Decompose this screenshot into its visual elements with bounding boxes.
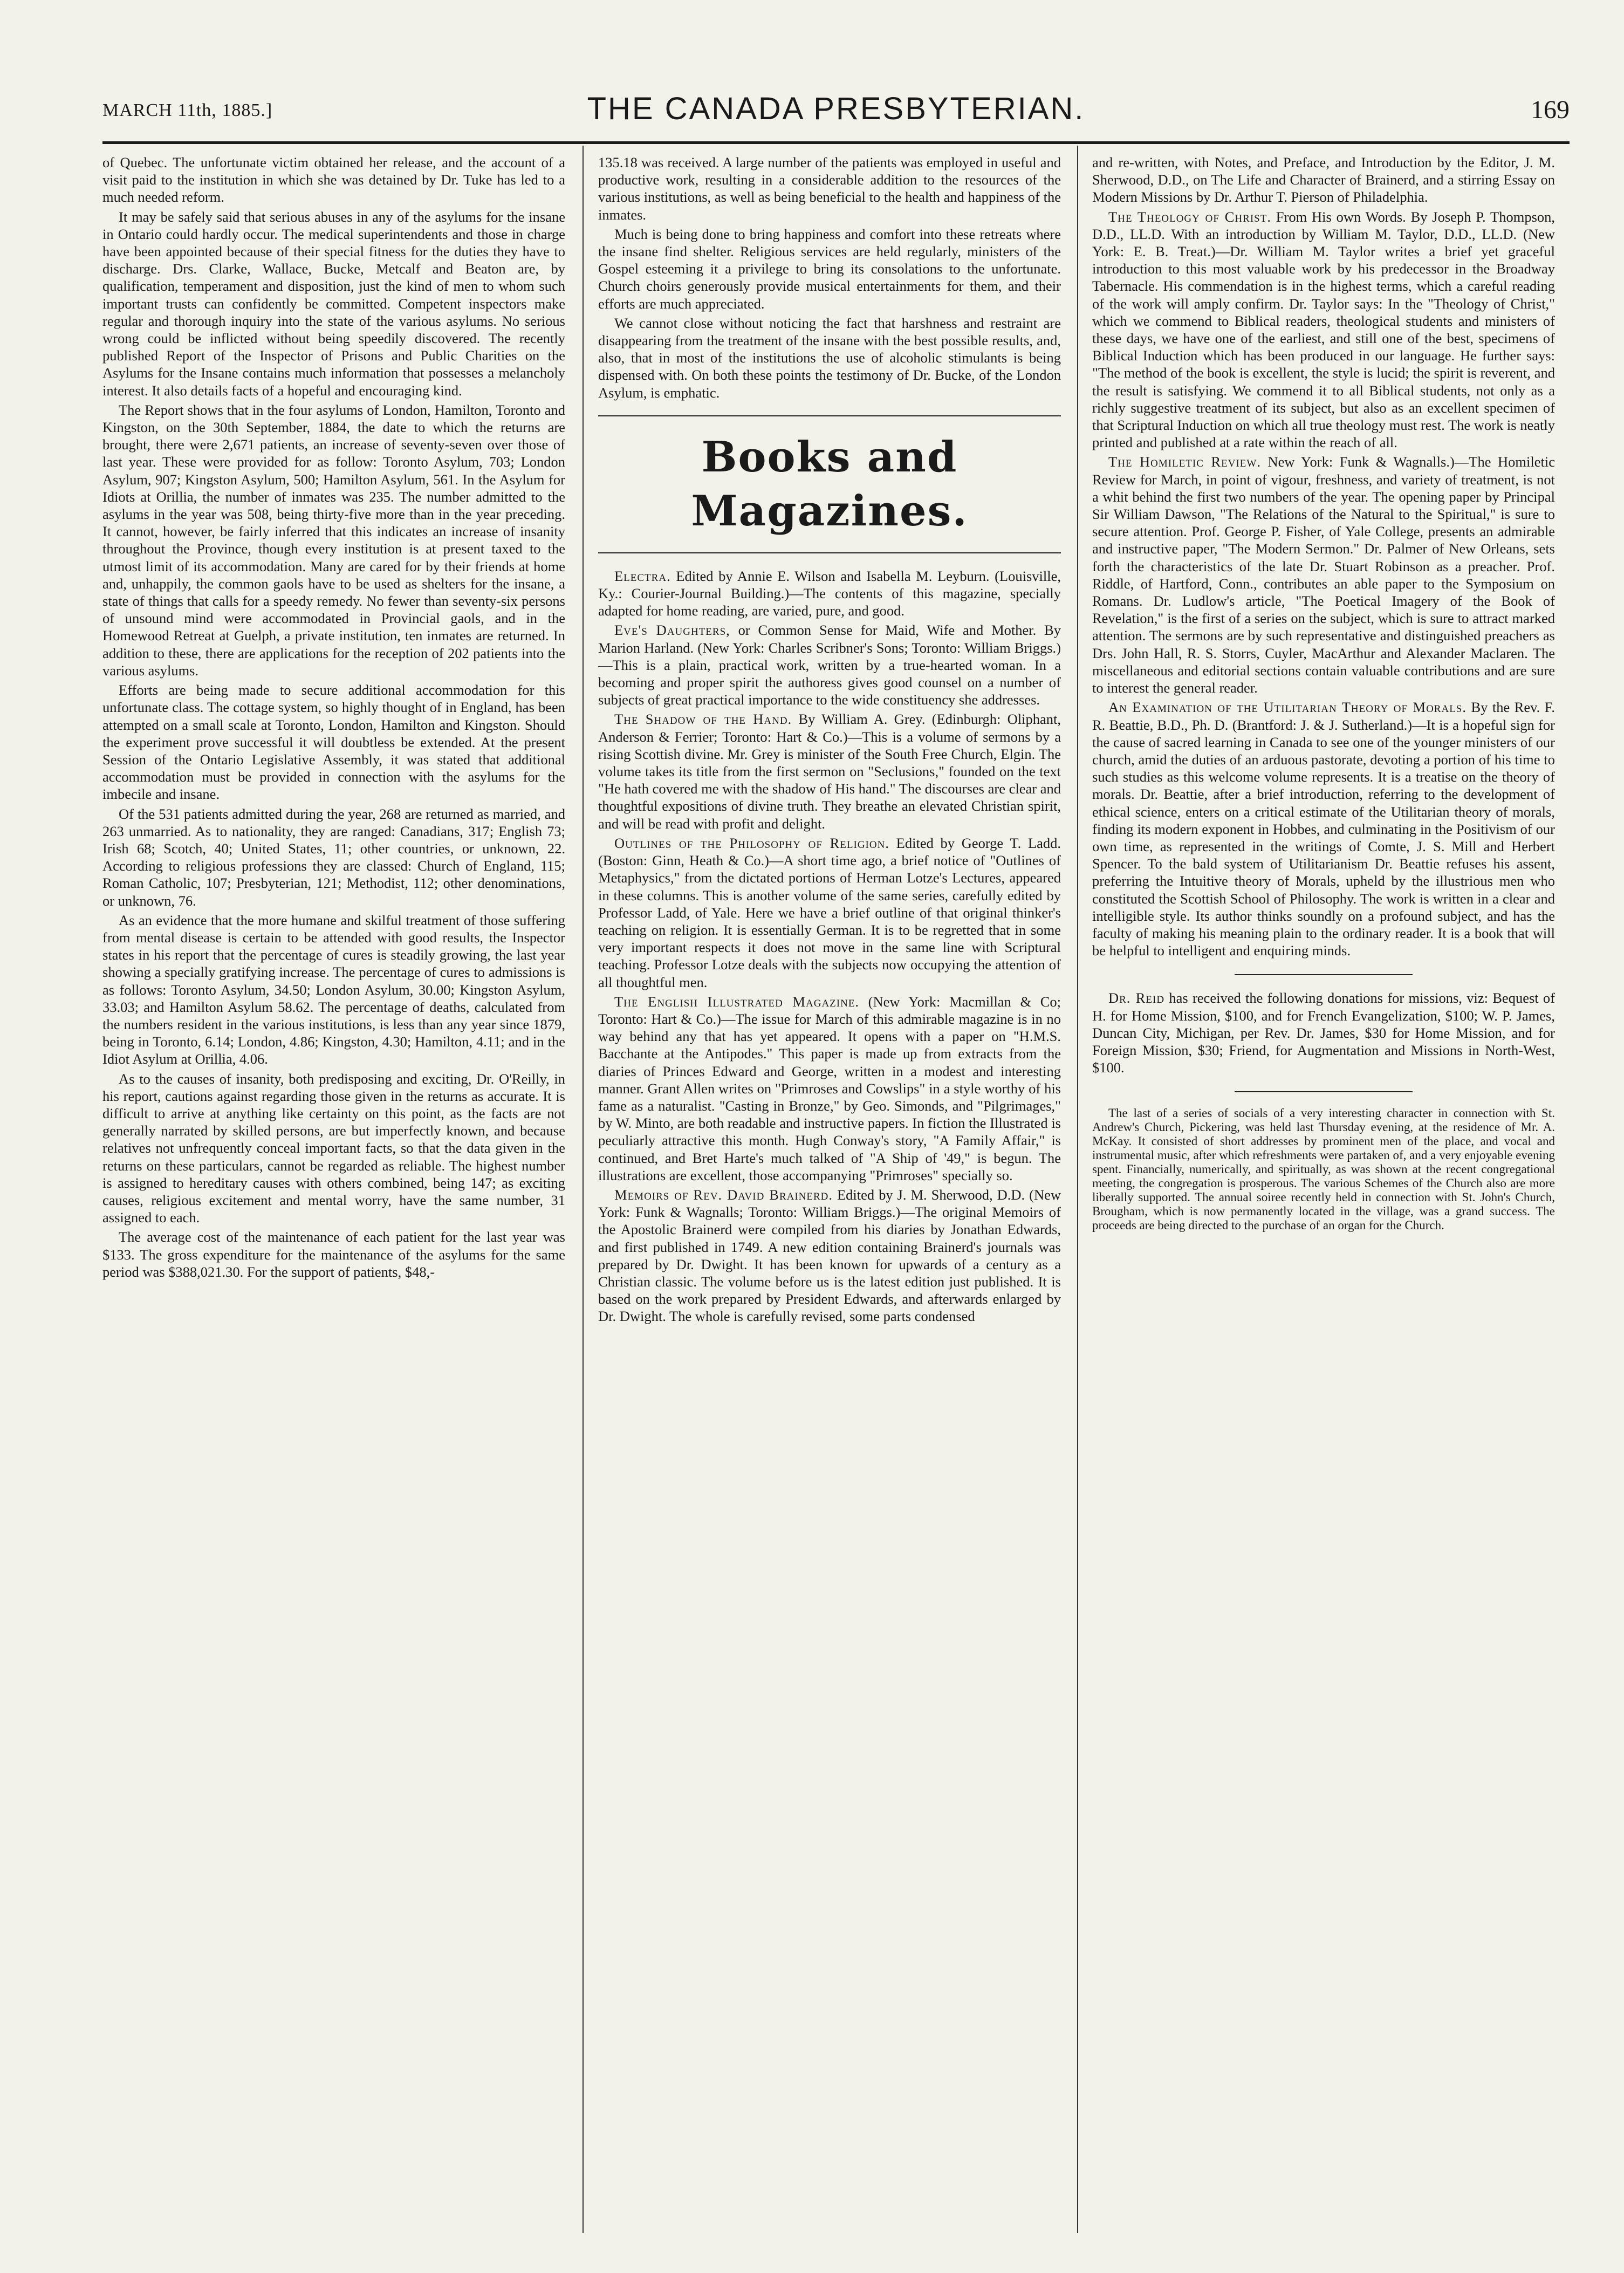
book-review bbox=[1092, 453, 1555, 696]
review-title: Memoirs of Rev. David Brainerd. bbox=[614, 1186, 833, 1203]
section-rule bbox=[598, 415, 1061, 416]
review-text: or Common Sense for Maid, Wife and Mother. By Marion Harland. (New York: Charles Scribner's Sons; Toronto: William Briggs.)—This is a plain, practical work, written by a true-hearted woman. In a becoming and proper spirit the authoress gives good counsel on a number of subjects of great practical importance to the wide constituency she addresses. bbox=[598, 622, 1061, 708]
issue-date: MARCH 11th, 1885.] bbox=[102, 100, 273, 120]
column-divider bbox=[583, 146, 584, 2233]
review-title: The Shadow of the Hand. bbox=[614, 711, 792, 728]
paragraph: As to the causes of insanity, both predisposing and exciting, Dr. O'Reilly, in his report, cautions against regarding those given in the returns as accurate. It is difficult to arrive at anything like certainty on this point, as the facts are not generally narrated by skilled persons, are but imperfectly known, and because relatives not unfrequently conceal important facts, so that the data given in the returns on these particulars, cannot be regarded as reliable. The highest number is assigned to hereditary causes with others combined, being 147; as exciting causes, religious excitement and mental worry, have the same number, 31 assigned to each. bbox=[102, 1070, 565, 1226]
page-header bbox=[102, 91, 1570, 139]
paragraph: 135.18 was received. A large number of the patients was employed in useful and productive work, resulting in a considerable addition to the resources of the various institutions, as well as being beneficial to the health and happiness of the inmates. bbox=[598, 154, 1061, 223]
review-title: Eve's Daughters, bbox=[614, 622, 730, 639]
book-review bbox=[598, 710, 1061, 832]
book-review bbox=[598, 621, 1061, 708]
paragraph: of Quebec. The unfortunate victim obtained her release, and the account of a visit paid to the institution in which she was detained by Dr. Tuke has led to a much needed reform. bbox=[102, 154, 565, 206]
review-text: New York: Funk & Wagnalls.)—The Homiletic Review for March, in point of vigour, freshness, and variety of treatment, is not a whit behind the first two numbers of the year. The opening paper by Principal Sir William Dawson, "The Relations of the Natural to the Spiritual," is sure to secure attention. Prof. George P. Fisher, of Yale College, presents an admirable and instructive paper, "The Modern Sermon." Dr. Palmer of New Orleans, sets forth the characteristics of the late Dr. Stuart Robinson as a preacher. Prof. Riddle, of Hartford, Conn., contributes an able paper to the Symposium on Romans. Dr. Ludlow's article, "The Poetical Imagery of the Book of Revelation," is the first of a series on the subject, which is sure to attract marked attention. The sermons are by such representative and distinguished preachers as Drs. John Hall, R. S. Storrs, Cuyler, MacArthur and Alexander Maclaren. The miscellaneous and editorial sections contain valuable contributions and are sure to interest the general reader. bbox=[1092, 454, 1555, 696]
section-heading: Books and Magazines. bbox=[691, 432, 968, 536]
review-title: Electra. bbox=[614, 567, 671, 584]
publication-title: THE CANADA PRESBYTERIAN. bbox=[587, 91, 1085, 126]
paragraph: Much is being done to bring happiness and comfort into these retreats where the insane find shelter. Religious services are held regularly, ministers of the Gospel esteeming it a privilege to bring its consolations to the unfortunate. Church choirs generously provide musical entertainments for them, and their efforts are much appreciated. bbox=[598, 225, 1061, 312]
review-title: Outlines of the Philosophy of Religion. bbox=[614, 834, 889, 851]
paragraph: It may be safely said that serious abuses in any of the asylums for the insane in Ontario could hardly occur. The medical superintendents and those in charge have been appointed because of their special fitness for the duties they have to discharge. Drs. Clarke, Wallace, Bucke, Metcalf and Beaton are, by qualification, temperament and disposition, just the kind of men to whom such important trusts can confidently be committed. Competent inspectors make regular and thorough inquiry into the state of the various asylums. No serious wrong could be inflicted without being speedily discovered. The recently published Report of the Inspector of Prisons and Public Charities on the Asylums for the Insane contains much information that possesses a melancholy interest. It also details facts of a hopeful and encouraging kind. bbox=[102, 208, 565, 399]
paragraph: Efforts are being made to secure additional accommodation for this unfortunate class. The cottage system, so highly thought of in England, has been attempted on a small scale at Toronto, London, Hamilton and Kingston. Should the experiment prove successful it will doubtless be extended. At the present Session of the Ontario Legislative Assembly, it was stated that additional accommodation must be provided in connection with the asylums for the imbecile and insane. bbox=[102, 682, 565, 803]
donations-notice bbox=[1092, 989, 1555, 1076]
paragraph: Of the 531 patients admitted during the year, 268 are returned as married, and 263 unmarried. As to nationality, they are ranged: Canadians, 317; English 73; Irish 68; Scotch, 40; United States, 11; other countries, or unknown, 22. According to religious professions they are classed: Church of England, 115; Roman Catholic, 107; Presbyterian, 121; Methodist, 112; other denominations, or unknown, 76. bbox=[102, 805, 565, 909]
header-rule bbox=[102, 141, 1570, 144]
book-review bbox=[598, 1186, 1061, 1325]
paragraph: The Report shows that in the four asylums of London, Hamilton, Toronto and Kingston, on the 30th September, 1884, the date to which the returns are brought, there were 2,671 patients, an increase of seventy-seven over those of last year. These were provided for as follow: Toronto Asylum, 703; London Asylum, 907; Kingston Asylum, 500; Hamilton Asylum, 561. In the Asylum for Idiots at Orillia, the number of inmates was 235. The number admitted to the asylums in the year was 508, being thirty-five more than in the year preceding. It cannot, however, be fairly inferred that this indicates an increase of insanity throughout the Province, though every institution is at present taxed to the utmost limit of its accommodation. Many are cared for by their friends at home and, unhappily, the common gaols have to be used as shelters for the insane, a state of things that calls for a speedy remedy. No fewer than seventy-six persons of unsound mind were accommodated in Provincial gaols, and in the Homewood Retreat at Guelph, a private institution, ten inmates are returned. In addition to these, there are applications for the reception of 202 patients into the various asylums. bbox=[102, 401, 565, 679]
book-review bbox=[1092, 208, 1555, 451]
review-text: By William A. Grey. (Edinburgh: Oliphant, Anderson & Ferrier; Toronto: Hart & Co.)—This is a volume of sermons by a rising Scottish divine. Mr. Grey is minister of the South Free Church, Elgin. The volume takes its title from the first sermon on "Seclusions," founded on the text "He hath covered me with the shadow of His hand." The discourses are clear and thoughtful expositions of divine truth. They breathe an elevated Christian spirit, and will be read with profit and delight. bbox=[598, 711, 1061, 832]
paragraph: and re-written, with Notes, and Preface, and Introduction by the Editor, J. M. Sherwood, D.D., on The Life and Character of Brainerd, and a stirring Essay on Modern Missions by Dr. Arthur T. Pierson of Philadelphia. bbox=[1092, 154, 1555, 206]
review-title: The Theology of Christ. bbox=[1108, 208, 1271, 225]
review-text: By the Rev. F. R. Beattie, B.D., Ph. D. (Brantford: J. & J. Sutherland.)—It is a hopeful sign for the cause of sacred learning in Canada to see one of the younger ministers of our church, amid the duties of an arduous pastorate, devoting a portion of his time to such studies as this welcome volume represents. It is a treatise on the theory of morals. Dr. Beattie, after a brief introduction, referring to the development of ethical science, enters on a critical estimate of the Utilitarian theory of morals, finding its modern exponent in Hobbes, and culminating in the Positivism of our own time, as represented in the writings of Comte, J. S. Mill and Herbert Spencer. To the bald system of Utilitarianism Dr. Beattie refuses his assent, preferring the Intuitive theory of Morals, upheld by the illustrious men who constituted the Scottish School of Philosophy. The work is written in a clear and intelligible style. Its author thinks soundly on a profound subject, and has the faculty of making his meaning plain to the ordinary reader. It is a book that will be helpful to intelligent and enquiring minds. bbox=[1092, 699, 1555, 959]
review-text: Edited by Annie E. Wilson and Isabella M. Leyburn. (Louisville, Ky.: Courier-Journal Building.)—The contents of this magazine, specially adapted for home reading, are varied, pure, and good. bbox=[598, 567, 1061, 619]
column-2 bbox=[598, 154, 1061, 2230]
paragraph: As an evidence that the more humane and skilful treatment of those suffering from mental disease is certain to be attended with good results, the Inspector states in his report that the percentage of cures is steadily growing, the last year showing a specially gratifying increase. The percentage of cures to admissions is as follows: Toronto Asylum, 34.50; London Asylum, 30.00; Kingston Asylum, 33.03; and Hamilton Asylum 58.62. The percentage of deaths, calculated from the numbers resident in the various institutions, is less than any year since 1879, being in Toronto, 6.14; London, 4.86; Kingston, 4.30; Hamilton, 4.11; and in the Idiot Asylum at Orillia, 4.06. bbox=[102, 912, 565, 1067]
book-review bbox=[598, 993, 1061, 1184]
review-text: Edited by George T. Ladd. (Boston: Ginn, Heath & Co.)—A short time ago, a brief notice of "Outlines of Metaphysics," from the dictated portions of Herman Lotze's Lectures, appeared in these columns. This is another volume of the same series, carefully edited by Professor Ladd, of Yale. Here we have a brief outline of that original thinker's teaching on religion. It is essentially German. It is to be regretted that in some very important respects it does not move in the same line with Scriptural teaching. Professor Lotze deals with the subjects now occupying the attention of all thoughtful men. bbox=[598, 834, 1061, 990]
section-rule bbox=[1235, 974, 1413, 975]
church-news-note: The last of a series of socials of a very interesting character in connection with St. Andrew's Church, Pickering, was held last Thursday evening, at the residence of Mr. A. McKay. It consisted of short addresses by prominent men of the place, and vocal and instrumental music, after which refreshments were partaken of, and a very enjoyable evening spent. Financially, numerically, and spiritually, as was shown at the recent congregational meeting, the congregation is prosperous. The various Schemes of the Church also are more liberally supported. The annual soiree recently held in connection with St. John's Church, Brougham, which is now permanently located in the village, was a grand success. The proceeds are being directed to the purchase of an organ for the Church. bbox=[1092, 1106, 1555, 1233]
page-number: 169 bbox=[1531, 95, 1570, 124]
notice-title: Dr. Reid bbox=[1108, 990, 1165, 1007]
review-title: The English Illustrated Magazine. bbox=[614, 993, 860, 1010]
review-text: Edited by J. M. Sherwood, D.D. (New York: Funk & Wagnalls; Toronto: William Briggs.)—The original Memoirs of the Apostolic Brainerd were compiled from his diaries by Jonathan Edwards, and first published in 1749. A new edition containing Brainerd's journals was prepared by Dr. Dwight. It has been known for upwards of a century as a Christian classic. The volume before us is the latest edition just published. It is based on the work prepared by President Edwards, and afterwards enlarged by Dr. Dwight. The whole is carefully revised, some parts condensed bbox=[598, 1186, 1061, 1325]
review-text: (New York: Macmillan & Co; Toronto: Hart & Co.)—The issue for March of this admirable magazine is in no way behind any that has yet appeared. It opens with a paper on "H.M.S. Bacchante at the Antipodes." This paper is made up from extracts from the diaries of Princes Edward and George, written in a modest and interesting manner. Grant Allen writes on "Primroses and Cowslips" in a style worthy of his fame as a naturalist. "Casting in Bronze," by Geo. Simonds, and "Pilgrimages," by W. Minto, are both readable and instructive papers. In fiction the Illustrated is peculiarly attractive this month. Hugh Conway's story, "A Family Affair," is continued, and Bret Harte's much talked of "A Ship of '49," is begun. The illustrations are excellent, those accompanying "Primroses" specially so. bbox=[598, 993, 1061, 1183]
book-review bbox=[598, 567, 1061, 620]
section-rule bbox=[598, 552, 1061, 553]
column-divider bbox=[1077, 146, 1078, 2233]
review-text: From His own Words. By Joseph P. Thompson, D.D., LL.D. With an introduction by William M. Taylor, D.D., LL.D. (New York: E. B. Treat.)—Dr. William M. Taylor writes a brief yet graceful introduction to this most valuable work by his predecessor in the Broadway Tabernacle. His commendation is in the highest terms, which a careful reading of the work will amply confirm. Dr. Taylor says: In the "Theology of Christ," which we commend to Biblical readers, theological students and ministers of these days, we have one of the earliest, and still one of the best, specimens of Biblical Induction which has been produced in our language. He further says: "The method of the book is excellent, the style is lucid; the spirit is reverent, and the result is satisfying. We commend it to all Biblical students, not only as a richly suggestive treatment of its subject, but also as an excellent specimen of that Scriptural Induction on which all true theology must rest. The work is neatly printed and published at a rate within the reach of all. bbox=[1092, 208, 1555, 451]
review-title: The Homiletic Review. bbox=[1108, 454, 1261, 470]
notice-text: has received the following donations for missions, viz: Bequest of H. for Home Mission, $100, and for French Evangelization, $100; W. P. James, Duncan City, Michigan, per Rev. Dr. James, $30 for Home Mission, and for Foreign Mission, $30; Friend, for Augmentation and Missions in North-West, $100. bbox=[1092, 990, 1555, 1076]
paragraph: The average cost of the maintenance of each patient for the last year was $133. The gross expenditure for the maintenance of the asylums for the same period was $388,021.30. For the support of patients, $48,- bbox=[102, 1229, 565, 1280]
paragraph: We cannot close without noticing the fact that harshness and restraint are disappearing from the treatment of the insane with the best possible results, and, also, that in most of the institutions the use of alcoholic stimulants is being dispensed with. On both these points the testimony of Dr. Bucke, of the London Asylum, is emphatic. bbox=[598, 314, 1061, 401]
section-rule bbox=[1235, 1091, 1413, 1092]
column-3 bbox=[1092, 154, 1555, 2230]
book-review bbox=[598, 834, 1061, 991]
review-title: An Examination of the Utilitarian Theory of Morals. bbox=[1108, 699, 1467, 716]
book-review bbox=[1092, 699, 1555, 959]
column-1 bbox=[102, 154, 565, 2230]
